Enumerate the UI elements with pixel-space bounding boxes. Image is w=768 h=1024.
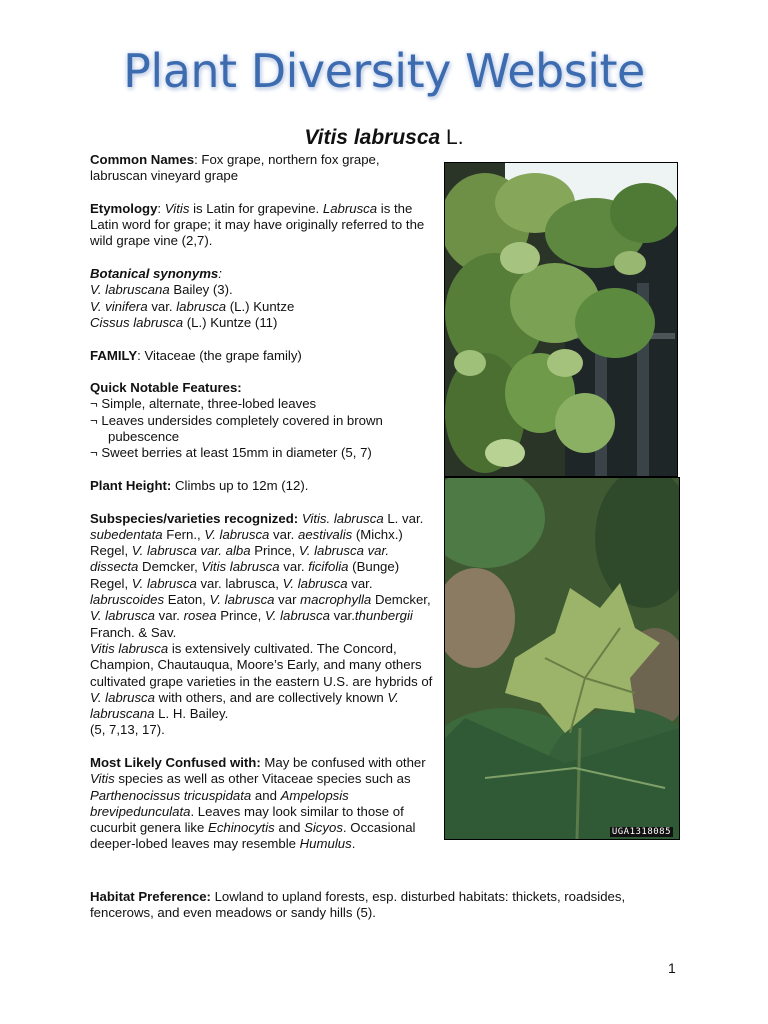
habitat-label: Habitat Preference: xyxy=(90,889,211,904)
botanical-synonyms: Botanical synonyms: V. labruscana Bailey (3). V. vinifera var. labrusca (L.) Kuntze Cissus labrusca (L.) Kuntze (11) xyxy=(90,266,295,330)
notable-features xyxy=(90,380,435,461)
common-names: Common Names: Fox grape, northern fox grape, labruscan vineyard grape xyxy=(90,152,380,184)
height-label: Plant Height: xyxy=(90,477,172,493)
confused-label: Most Likely Confused with: xyxy=(90,754,261,770)
synonyms-label: Botanical synonyms xyxy=(90,266,219,282)
species-title xyxy=(0,126,768,150)
feature-item: ¬ Simple, alternate, three-lobed leaves xyxy=(90,396,317,412)
feature-item: ¬ Leaves undersides completely covered in brown xyxy=(90,412,383,428)
feature-item-continued: pubescence xyxy=(108,429,180,445)
confused-with: Most Likely Confused with: May be confused with other Vitis species as well as other Vitaceae species such as Parthenocissus tricuspidata and Ampelopsis brevipedunculata. Leaves may look similar to those of cucurbit genera like Echinocytis and Sicyos. Occasional deeper-lobed leaves may resemble Humulus. xyxy=(90,754,426,852)
main-text-column xyxy=(90,152,435,869)
plant-height: Plant Height: Climbs up to 12m (12). xyxy=(90,477,309,493)
photo-credit: UGA1318085 xyxy=(611,827,671,837)
family-label: FAMILY xyxy=(90,347,138,363)
page-number: 1 xyxy=(668,960,676,976)
features-label: Quick Notable Features: xyxy=(90,380,242,396)
subspecies: Subspecies/varieties recognized: Vitis. labrusca L. var. subedentata Fern., V. labrusca var. aestivalis (Michx.) Regel, V. labrusca var. alba Prince, V. labrusca var. dissecta Demcker, Vitis labrusca var. ficifolia (Bunge) Regel, V. labrusca var. labrusca, V. labrusca var. labruscoides Eaton, V. labrusca var macrophylla Demcker, V. labrusca var. rosea Prince, V. labrusca var.thunbergii Franch. & Sav. Vitis labrusca is extensively cultivated. The Concord, Champion, Chautauqua, Moore’s Early, and many others cultivated grape varieties in the eastern U.S. are hybrids of V. labrusca with others, and are collectively known V. labruscana L. H. Bailey. (5, 7,13, 17). xyxy=(90,510,433,738)
species-author: L. xyxy=(440,126,464,149)
leaf-photo-image xyxy=(445,478,679,839)
common-names-label: Common Names xyxy=(90,152,195,167)
habitat-section xyxy=(90,889,690,922)
vine-photo-image xyxy=(445,163,677,476)
family: FAMILY: Vitaceae (the grape family) xyxy=(90,347,302,363)
vine-photo xyxy=(444,162,678,477)
etymology: Etymology: Vitis is Latin for grapevine. Labrusca is the Latin word for grape; it may have originally referred to the wild grape vine (2,7). xyxy=(90,200,425,249)
etymology-label: Etymology xyxy=(90,200,158,216)
feature-item: ¬ Sweet berries at least 15mm in diameter (5, 7) xyxy=(90,445,372,461)
habitat: Habitat Preference: Lowland to upland forests, esp. disturbed habitats: thickets, roadsides, fencerows, and even meadows or sandy hills (5). xyxy=(90,889,626,921)
subspecies-references: (5, 7,13, 17). xyxy=(90,722,165,738)
species-name: Vitis labrusca xyxy=(304,126,441,149)
subspecies-label: Subspecies/varieties recognized: xyxy=(90,510,299,526)
site-banner: Plant Diversity Website xyxy=(123,44,645,98)
leaf-photo xyxy=(444,477,680,840)
